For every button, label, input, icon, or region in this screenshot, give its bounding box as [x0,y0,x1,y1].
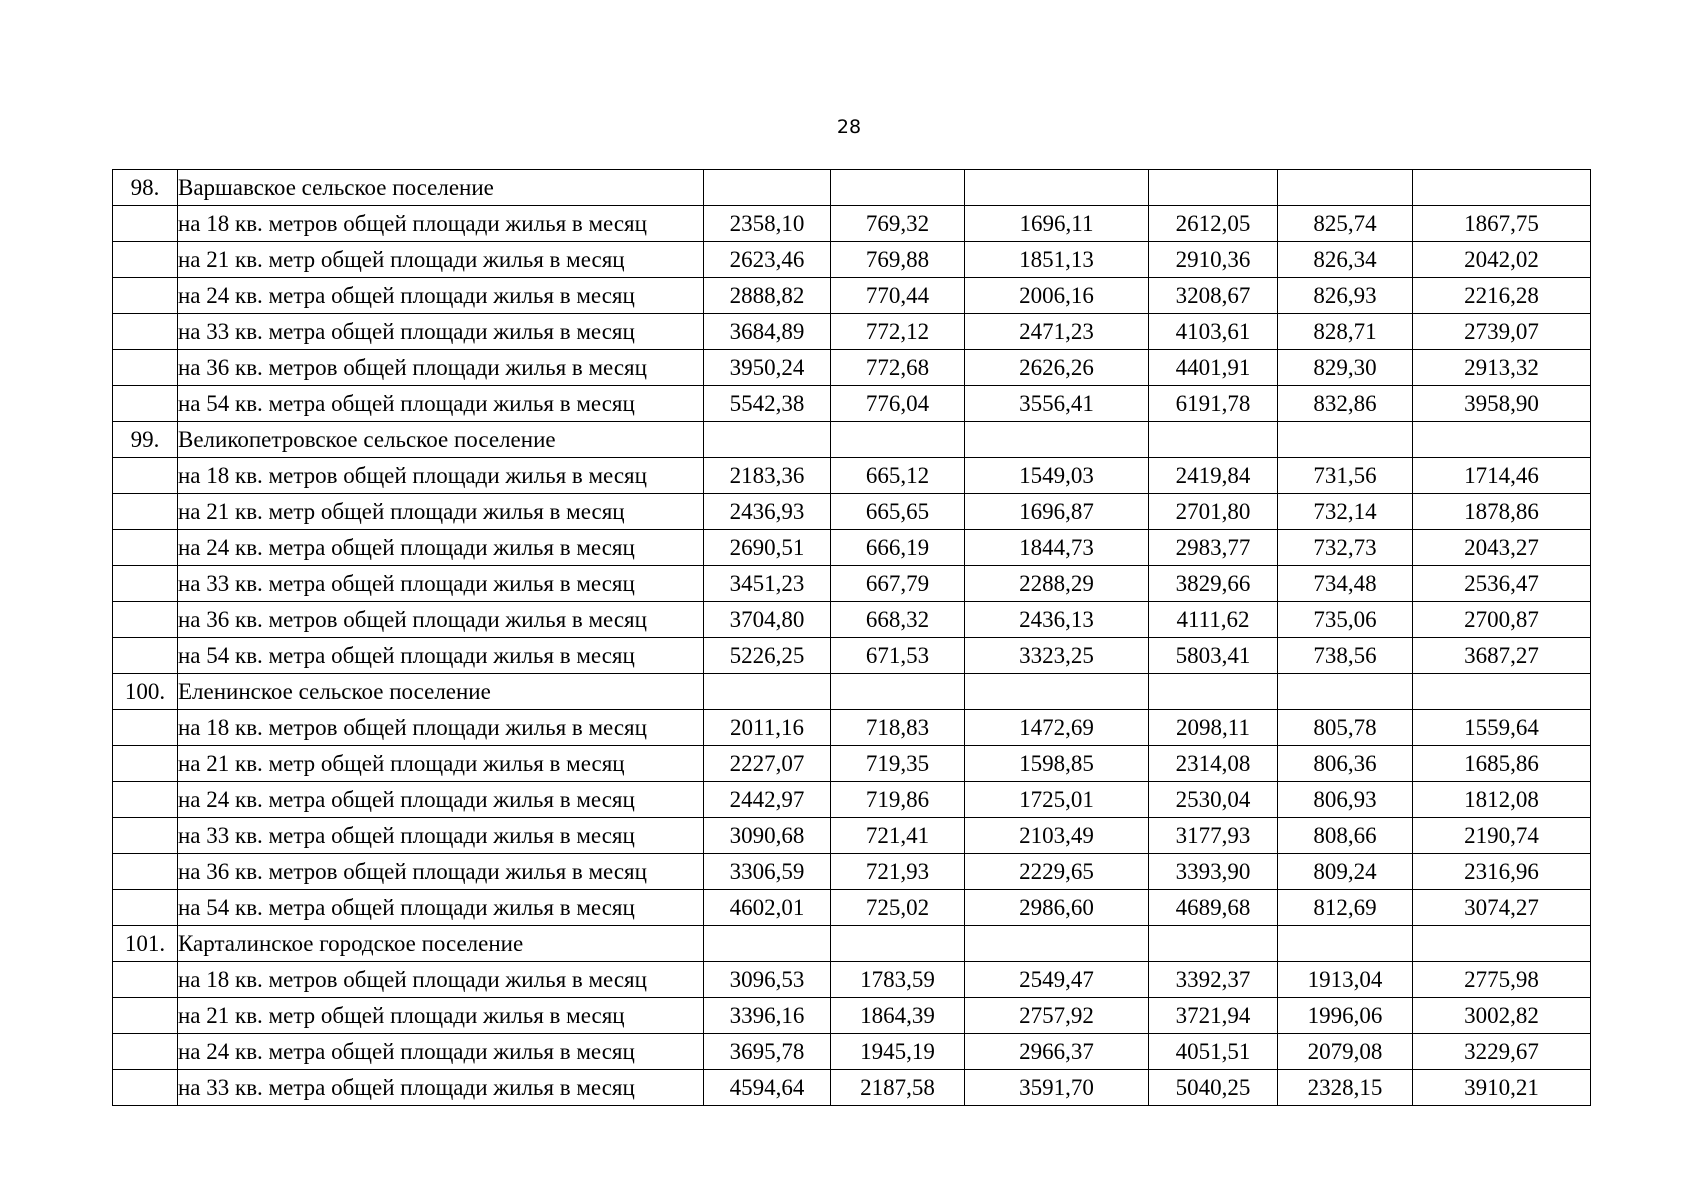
value-cell: 2983,77 [1149,530,1278,566]
empty-cell [1278,674,1413,710]
value-cell: 1783,59 [831,962,965,998]
value-cell: 4602,01 [704,890,831,926]
page-number: 28 [836,116,862,138]
norm-description: на 21 кв. метр общей площади жилья в месяц [178,494,704,530]
empty-number-cell [113,602,178,638]
value-cell: 5040,25 [1149,1070,1278,1106]
value-cell: 666,19 [831,530,965,566]
value-cell: 2966,37 [965,1034,1149,1070]
empty-cell [1413,170,1591,206]
empty-number-cell [113,1070,178,1106]
value-cell: 2442,97 [704,782,831,818]
value-cell: 2328,15 [1278,1070,1413,1106]
value-cell: 2103,49 [965,818,1149,854]
value-cell: 1714,46 [1413,458,1591,494]
empty-number-cell [113,494,178,530]
value-cell: 2316,96 [1413,854,1591,890]
empty-number-cell [113,458,178,494]
value-cell: 2910,36 [1149,242,1278,278]
empty-cell [1278,170,1413,206]
value-cell: 1725,01 [965,782,1149,818]
norm-description: на 21 кв. метр общей площади жилья в месяц [178,998,704,1034]
value-cell: 725,02 [831,890,965,926]
empty-cell [831,170,965,206]
value-cell: 1549,03 [965,458,1149,494]
value-cell: 772,12 [831,314,965,350]
norm-description: на 18 кв. метров общей площади жилья в месяц [178,962,704,998]
empty-number-cell [113,638,178,674]
value-cell: 732,14 [1278,494,1413,530]
table-body [113,170,1591,1106]
value-cell: 1472,69 [965,710,1149,746]
value-cell: 3684,89 [704,314,831,350]
value-cell: 721,93 [831,854,965,890]
empty-number-cell [113,890,178,926]
value-cell: 806,36 [1278,746,1413,782]
table-row [113,566,1591,602]
empty-number-cell [113,782,178,818]
value-cell: 3721,94 [1149,998,1278,1034]
row-number: 99. [113,422,178,458]
settlement-header-row [113,170,1591,206]
value-cell: 1598,85 [965,746,1149,782]
empty-cell [831,926,965,962]
empty-number-cell [113,242,178,278]
value-cell: 1945,19 [831,1034,965,1070]
value-cell: 3829,66 [1149,566,1278,602]
value-cell: 732,73 [1278,530,1413,566]
value-cell: 806,93 [1278,782,1413,818]
settlement-name: Великопетровское сельское поселение [178,422,704,458]
settlement-name: Еленинское сельское поселение [178,674,704,710]
value-cell: 769,88 [831,242,965,278]
value-cell: 3002,82 [1413,998,1591,1034]
value-cell: 2690,51 [704,530,831,566]
value-cell: 665,12 [831,458,965,494]
value-cell: 2229,65 [965,854,1149,890]
value-cell: 772,68 [831,350,965,386]
value-cell: 6191,78 [1149,386,1278,422]
norm-description: на 18 кв. метров общей площади жилья в месяц [178,710,704,746]
empty-cell [831,422,965,458]
value-cell: 2530,04 [1149,782,1278,818]
norm-description: на 33 кв. метра общей площади жилья в месяц [178,1070,704,1106]
table-row [113,530,1591,566]
table-row [113,1034,1591,1070]
value-cell: 4051,51 [1149,1034,1278,1070]
table-row [113,962,1591,998]
empty-cell [831,674,965,710]
value-cell: 2187,58 [831,1070,965,1106]
table-row [113,854,1591,890]
empty-cell [704,422,831,458]
value-cell: 3229,67 [1413,1034,1591,1070]
value-cell: 2913,32 [1413,350,1591,386]
norm-description: на 36 кв. метров общей площади жилья в месяц [178,854,704,890]
value-cell: 4594,64 [704,1070,831,1106]
value-cell: 3950,24 [704,350,831,386]
value-cell: 1844,73 [965,530,1149,566]
norm-description: на 54 кв. метра общей площади жилья в месяц [178,638,704,674]
norm-description: на 54 кв. метра общей площади жилья в месяц [178,386,704,422]
tariff-table [112,169,1591,1106]
value-cell: 2612,05 [1149,206,1278,242]
settlement-header-row [113,422,1591,458]
table-row [113,386,1591,422]
value-cell: 2216,28 [1413,278,1591,314]
value-cell: 3393,90 [1149,854,1278,890]
empty-cell [1413,422,1591,458]
value-cell: 805,78 [1278,710,1413,746]
value-cell: 1685,86 [1413,746,1591,782]
value-cell: 731,56 [1278,458,1413,494]
value-cell: 2436,13 [965,602,1149,638]
empty-cell [965,422,1149,458]
table-row [113,350,1591,386]
empty-cell [1149,170,1278,206]
value-cell: 3096,53 [704,962,831,998]
value-cell: 1559,64 [1413,710,1591,746]
value-cell: 1867,75 [1413,206,1591,242]
empty-number-cell [113,998,178,1034]
value-cell: 1996,06 [1278,998,1413,1034]
value-cell: 3695,78 [704,1034,831,1070]
value-cell: 828,71 [1278,314,1413,350]
value-cell: 3704,80 [704,602,831,638]
settlement-header-row [113,674,1591,710]
value-cell: 5542,38 [704,386,831,422]
value-cell: 2700,87 [1413,602,1591,638]
norm-description: на 33 кв. метра общей площади жилья в месяц [178,314,704,350]
value-cell: 812,69 [1278,890,1413,926]
value-cell: 3958,90 [1413,386,1591,422]
empty-cell [704,926,831,962]
empty-number-cell [113,818,178,854]
empty-cell [1149,926,1278,962]
value-cell: 826,34 [1278,242,1413,278]
empty-number-cell [113,278,178,314]
value-cell: 2986,60 [965,890,1149,926]
value-cell: 1878,86 [1413,494,1591,530]
value-cell: 738,56 [1278,638,1413,674]
value-cell: 3306,59 [704,854,831,890]
value-cell: 2623,46 [704,242,831,278]
empty-cell [1149,674,1278,710]
empty-cell [1278,926,1413,962]
value-cell: 2536,47 [1413,566,1591,602]
empty-cell [1413,674,1591,710]
empty-number-cell [113,1034,178,1070]
empty-number-cell [113,746,178,782]
value-cell: 3074,27 [1413,890,1591,926]
empty-number-cell [113,314,178,350]
value-cell: 2775,98 [1413,962,1591,998]
value-cell: 719,35 [831,746,965,782]
value-cell: 4401,91 [1149,350,1278,386]
value-cell: 1913,04 [1278,962,1413,998]
empty-cell [1413,926,1591,962]
value-cell: 2011,16 [704,710,831,746]
norm-description: на 33 кв. метра общей площади жилья в месяц [178,566,704,602]
table-row [113,818,1591,854]
norm-description: на 36 кв. метров общей площади жилья в месяц [178,602,704,638]
norm-description: на 18 кв. метров общей площади жилья в месяц [178,458,704,494]
value-cell: 735,06 [1278,602,1413,638]
empty-cell [965,674,1149,710]
value-cell: 3591,70 [965,1070,1149,1106]
value-cell: 2701,80 [1149,494,1278,530]
value-cell: 718,83 [831,710,965,746]
value-cell: 3177,93 [1149,818,1278,854]
table-row [113,242,1591,278]
value-cell: 2888,82 [704,278,831,314]
value-cell: 3451,23 [704,566,831,602]
norm-description: на 36 кв. метров общей площади жилья в месяц [178,350,704,386]
table-row [113,998,1591,1034]
value-cell: 3392,37 [1149,962,1278,998]
norm-description: на 21 кв. метр общей площади жилья в месяц [178,746,704,782]
empty-cell [1149,422,1278,458]
settlement-header-row [113,926,1591,962]
table-row [113,782,1591,818]
value-cell: 2358,10 [704,206,831,242]
empty-number-cell [113,854,178,890]
table-row [113,494,1591,530]
value-cell: 825,74 [1278,206,1413,242]
value-cell: 719,86 [831,782,965,818]
empty-number-cell [113,206,178,242]
value-cell: 671,53 [831,638,965,674]
table-row [113,206,1591,242]
value-cell: 2079,08 [1278,1034,1413,1070]
table-row [113,1070,1591,1106]
value-cell: 3556,41 [965,386,1149,422]
value-cell: 665,65 [831,494,965,530]
value-cell: 5226,25 [704,638,831,674]
value-cell: 2098,11 [1149,710,1278,746]
value-cell: 2436,93 [704,494,831,530]
value-cell: 2183,36 [704,458,831,494]
empty-cell [965,170,1149,206]
value-cell: 1696,87 [965,494,1149,530]
value-cell: 826,93 [1278,278,1413,314]
table-row [113,746,1591,782]
empty-cell [1278,422,1413,458]
empty-number-cell [113,566,178,602]
value-cell: 3208,67 [1149,278,1278,314]
table-row [113,458,1591,494]
value-cell: 3687,27 [1413,638,1591,674]
value-cell: 2190,74 [1413,818,1591,854]
value-cell: 2006,16 [965,278,1149,314]
value-cell: 809,24 [1278,854,1413,890]
value-cell: 1851,13 [965,242,1149,278]
value-cell: 2626,26 [965,350,1149,386]
table-row [113,890,1591,926]
table-row [113,638,1591,674]
value-cell: 2739,07 [1413,314,1591,350]
norm-description: на 24 кв. метра общей площади жилья в месяц [178,1034,704,1070]
table-row [113,278,1591,314]
settlement-name: Варшавское сельское поселение [178,170,704,206]
value-cell: 2288,29 [965,566,1149,602]
value-cell: 808,66 [1278,818,1413,854]
value-cell: 2471,23 [965,314,1149,350]
norm-description: на 24 кв. метра общей площади жилья в месяц [178,530,704,566]
value-cell: 2042,02 [1413,242,1591,278]
value-cell: 3323,25 [965,638,1149,674]
empty-cell [704,170,831,206]
value-cell: 4689,68 [1149,890,1278,926]
table-row [113,710,1591,746]
value-cell: 3396,16 [704,998,831,1034]
value-cell: 1812,08 [1413,782,1591,818]
norm-description: на 18 кв. метров общей площади жилья в месяц [178,206,704,242]
value-cell: 3090,68 [704,818,831,854]
empty-number-cell [113,350,178,386]
value-cell: 734,48 [1278,566,1413,602]
value-cell: 5803,41 [1149,638,1278,674]
value-cell: 776,04 [831,386,965,422]
value-cell: 829,30 [1278,350,1413,386]
empty-number-cell [113,386,178,422]
empty-number-cell [113,710,178,746]
value-cell: 2549,47 [965,962,1149,998]
row-number: 101. [113,926,178,962]
value-cell: 2227,07 [704,746,831,782]
table-row [113,602,1591,638]
settlement-name: Карталинское городское поселение [178,926,704,962]
norm-description: на 54 кв. метра общей площади жилья в месяц [178,890,704,926]
value-cell: 2043,27 [1413,530,1591,566]
norm-description: на 21 кв. метр общей площади жилья в месяц [178,242,704,278]
value-cell: 667,79 [831,566,965,602]
empty-number-cell [113,530,178,566]
norm-description: на 33 кв. метра общей площади жилья в месяц [178,818,704,854]
value-cell: 1696,11 [965,206,1149,242]
value-cell: 3910,21 [1413,1070,1591,1106]
value-cell: 2314,08 [1149,746,1278,782]
value-cell: 4103,61 [1149,314,1278,350]
value-cell: 668,32 [831,602,965,638]
empty-cell [965,926,1149,962]
value-cell: 4111,62 [1149,602,1278,638]
value-cell: 2757,92 [965,998,1149,1034]
empty-number-cell [113,962,178,998]
row-number: 98. [113,170,178,206]
norm-description: на 24 кв. метра общей площади жилья в месяц [178,278,704,314]
value-cell: 770,44 [831,278,965,314]
value-cell: 832,86 [1278,386,1413,422]
value-cell: 1864,39 [831,998,965,1034]
value-cell: 721,41 [831,818,965,854]
value-cell: 769,32 [831,206,965,242]
table-row [113,314,1591,350]
value-cell: 2419,84 [1149,458,1278,494]
empty-cell [704,674,831,710]
row-number: 100. [113,674,178,710]
norm-description: на 24 кв. метра общей площади жилья в месяц [178,782,704,818]
